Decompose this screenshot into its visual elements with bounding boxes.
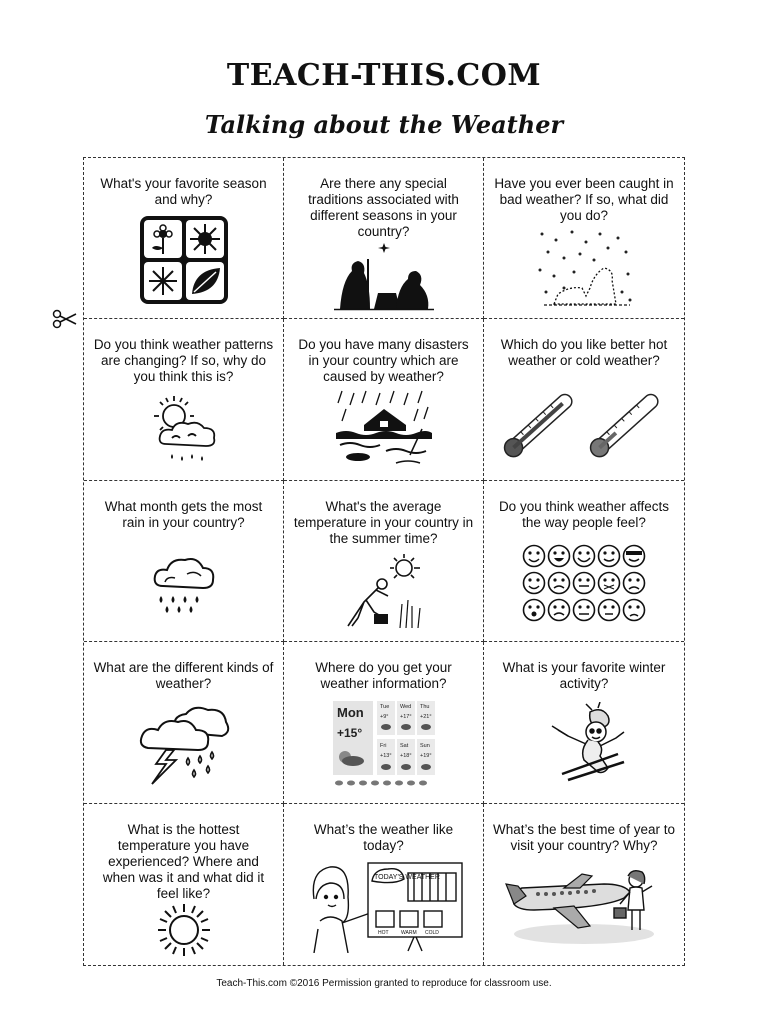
four-seasons-icon [138, 214, 230, 306]
forecast-today-temp: +15° [336, 726, 362, 741]
question-text: Do you have many disasters in your country which are caused by weather? [298, 337, 469, 385]
question-text: What's the average temperature in your country in the summer time? [293, 498, 474, 546]
snowstorm-icon [534, 228, 634, 308]
question-card [284, 158, 484, 319]
forecast-temp: +21° [419, 714, 432, 721]
sun-icon [156, 902, 212, 958]
question-card [84, 319, 284, 480]
question-text: Which do you like better hot weather or cold weather? [500, 337, 668, 369]
question-card [84, 158, 284, 319]
sun-cloud-rain-icon [144, 392, 224, 468]
weather-forecast-widget-icon [331, 699, 437, 789]
question-card [484, 481, 684, 642]
card-grid [83, 157, 685, 966]
question-card [84, 642, 284, 803]
question-card [484, 158, 684, 319]
flood-icon [336, 389, 432, 471]
question-text: Have you ever been caught in bad weather? If so, what did you do? [494, 176, 674, 223]
question-card [284, 642, 484, 803]
forecast-day: Sun [419, 743, 430, 750]
forecast-day: Tue [379, 704, 389, 711]
question-text: What are the different kinds of weather? [93, 660, 274, 692]
forecast-today: Mon [336, 705, 364, 721]
storm-cloud-icon [136, 702, 232, 786]
footer-copyright: Teach-This.com ©2016 Permission granted to reproduce for classroom use. [216, 978, 552, 989]
question-text: Are there any special traditions associated with different seasons in your country? [308, 176, 459, 239]
question-text: Where do you get your weather information? [315, 660, 452, 692]
question-text: What is your favorite winter activity? [502, 660, 666, 692]
question-card [84, 804, 284, 965]
forecast-temp: +19° [419, 753, 432, 760]
question-card [284, 804, 484, 965]
board-label: HOT [377, 930, 389, 937]
emoji-faces-icon [522, 543, 646, 623]
nativity-scene-icon [334, 241, 434, 311]
forecast-temp: +17° [399, 714, 412, 721]
board-label: WARM [400, 930, 417, 937]
forecast-day: Sat [399, 743, 408, 750]
question-text: What’s the weather like today? [313, 821, 454, 853]
board-label: COLD [424, 930, 439, 937]
todays-weather-board-icon [304, 859, 464, 953]
scissors-icon [52, 309, 78, 329]
forecast-temp: +18° [399, 753, 412, 760]
question-text: What’s the best time of year to visit your country? Why? [492, 821, 676, 853]
question-text: What is the hottest temperature you have experienced? Where and when was it and what did it feel like? [102, 821, 265, 901]
thermometers-icon [498, 377, 670, 467]
question-card [84, 481, 284, 642]
heat-sun-person-icon [344, 552, 424, 630]
question-card [484, 804, 684, 965]
forecast-temp: +9° [379, 714, 388, 721]
question-card [484, 642, 684, 803]
forecast-day: Thu [419, 704, 429, 711]
airplane-traveler-icon [504, 864, 664, 948]
question-card [484, 319, 684, 480]
board-title: TODAY'S WEATHER [373, 874, 440, 882]
skiing-person-icon [538, 702, 630, 786]
question-text: Do you think weather patterns are changing? If so, why do you think this is? [93, 337, 274, 385]
question-text: What month gets the most rain in your country? [104, 498, 263, 530]
rain-cloud-icon [151, 552, 217, 614]
brand-title: TEACH-THIS.COM [226, 58, 542, 93]
forecast-day: Wed [399, 704, 411, 711]
question-card [284, 481, 484, 642]
forecast-day: Fri [379, 743, 386, 750]
question-text: What's your favorite season and why? [100, 176, 267, 207]
question-text: Do you think weather affects the way people feel? [498, 498, 670, 530]
worksheet-title: Talking about the Weather [204, 110, 564, 139]
forecast-temp: +13° [379, 753, 392, 760]
question-card [284, 319, 484, 480]
